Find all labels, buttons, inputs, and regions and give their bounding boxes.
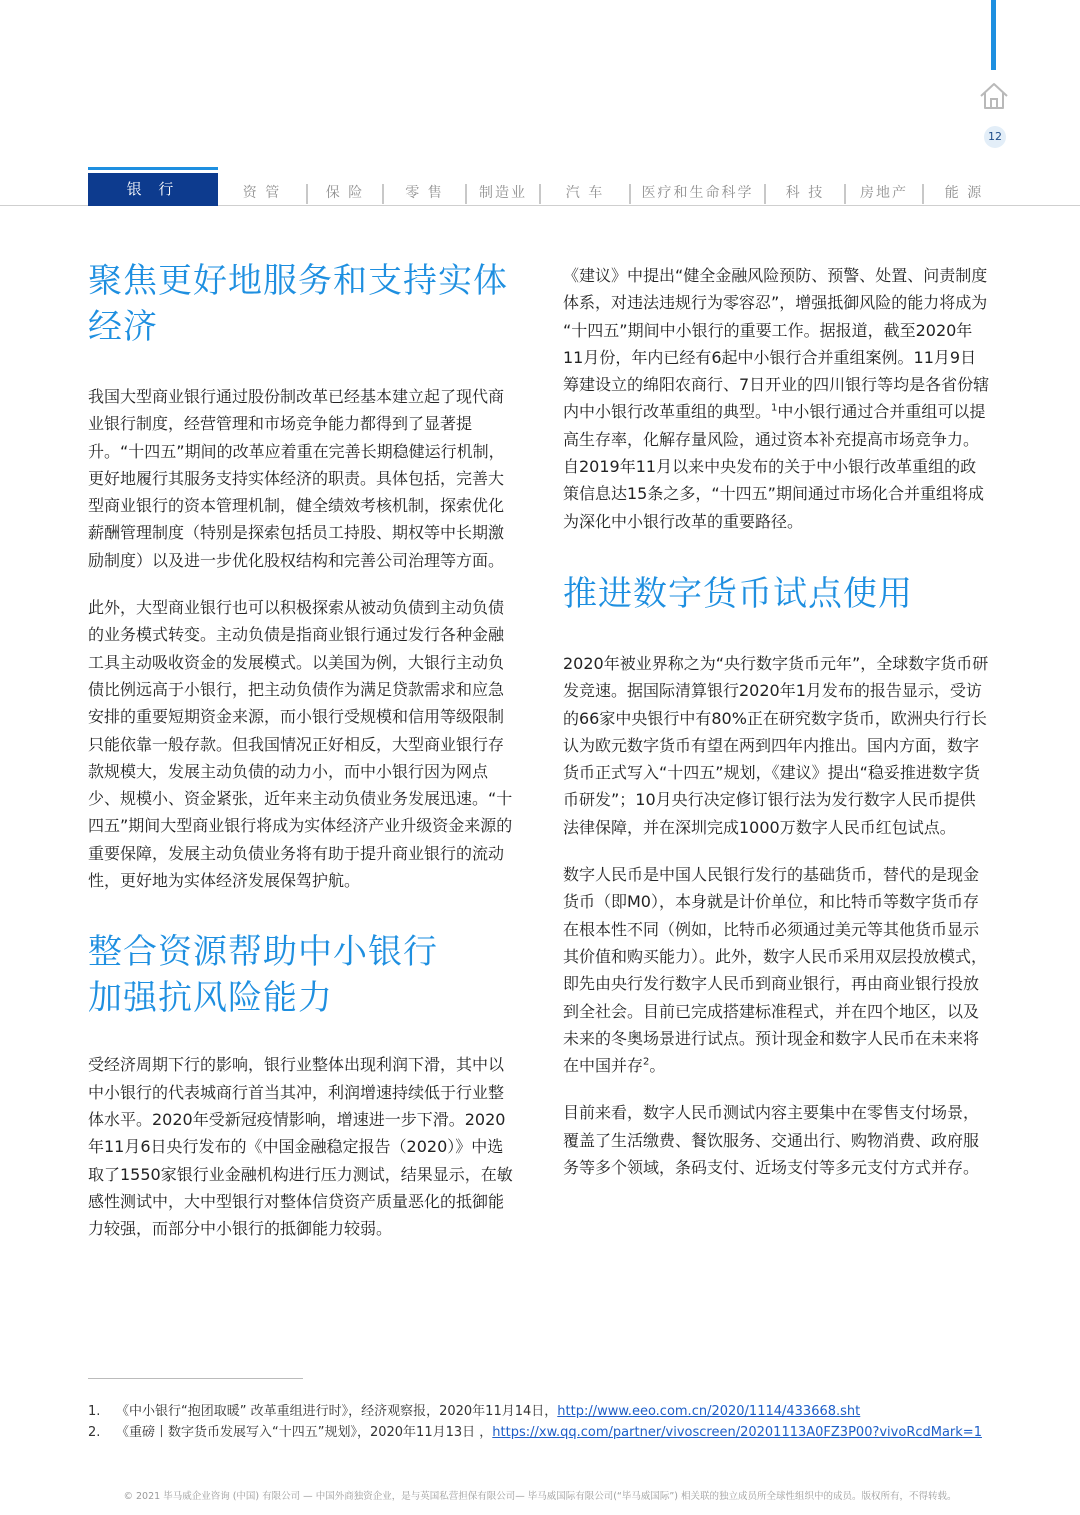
tab-healthcare-life-sciences[interactable]: 医疗和生命科学 — [641, 185, 754, 201]
footnote-link[interactable]: http://www.eeo.com.cn/2020/1114/433668.sht — [557, 1404, 861, 1419]
tab-manufacturing[interactable]: 制造业 — [479, 185, 527, 201]
body-paragraph — [563, 861, 991, 1079]
heading-line: 加强抗风险能力 — [88, 978, 333, 1019]
section-heading — [88, 258, 516, 350]
footnote-divider — [88, 1378, 303, 1379]
tab-insurance[interactable]: 保 险 — [325, 185, 365, 201]
industry-nav — [88, 173, 1004, 206]
tab-real-estate[interactable]: 房地产 — [860, 185, 908, 201]
tab-automotive[interactable]: 汽 车 — [565, 185, 605, 201]
right-column — [563, 262, 991, 1181]
heading-line: 聚焦更好地服务和支持实体 — [88, 261, 508, 301]
tab-asset-management[interactable]: 资 管 — [242, 185, 282, 201]
section-heading — [88, 929, 516, 1021]
footnote-item — [88, 1422, 982, 1443]
footnote-ref[interactable]: 1 — [771, 403, 778, 415]
footnote-link[interactable]: https://xw.qq.com/partner/vivoscreen/20201113A0FZ3P00?vivoRcdMark=1 — [492, 1425, 982, 1440]
footnote-ref[interactable]: 2 — [643, 1056, 650, 1068]
top-accent-bar — [991, 0, 996, 70]
tab-banking[interactable]: 银 行 — [88, 173, 218, 206]
body-paragraph: 此外，大型商业银行也可以积极探索从被动负债到主动负债的业务模式转变。主动负债是指商业银行通过发行各种金融工具主动吸收资金的发展模式。以美国为例，大银行主动负债比例远高于小银行，把主动负债作为满足贷款需求和应急安排的重要短期资金来源，而小银行受规模和信用等级限制只能依靠一般存款。但我国情况正好相反，大型商业银行存款规模大，发展主动负债的动力小，而中小银行因为网点少、规模小、资金紧张，近年来主动负债业务发展迅速。“十四五”期间大型商业银行将成为实体经济产业升级资金来源的重要保障，发展主动负债业务将有助于提升商业银行的流动性，更好地为实体经济发展保驾护航。 — [88, 598, 513, 891]
section-heading: 推进数字货币试点使用 — [563, 573, 913, 614]
footnotes — [88, 1401, 982, 1443]
text-run: 《建议》中提出“健全金融风险预防、预警、处置、问责制度体系，对违法违规行为零容忍”，增强抵御风险的能力将成为 “十四五”期间中小银行的重要工作。据报道，截至2020年11月份，年内已经有6起中小银行合并重组案例。11月9日筹建设立的绵阳农商行、7日开业的四川银行等均是各省份辖内中小银行改革重组的典型。 — [563, 266, 990, 422]
footnote-text: 《重磅丨数字货币发展写入“十四五”规划》，2020年11月13日 ， — [116, 1425, 493, 1440]
footnote-item — [88, 1401, 982, 1422]
text-run: 数字人民币是中国人民银行发行的基础货币，替代的是现金货币（即M0），本身就是计价单位，和比特币等数字货币存在根本性不同（例如，比特币必须通过美元等其他货币显示其价值和购买能力）。此外，数字人民币采用双层投放模式，即先由央行发行数字人民币到商业银行，再由商业银行投放到全社会。目前已完成搭建标准程式，并在四个地区，以及未来的冬奥场景进行试点。预计现金和数字人民币在未来将在中国并存 — [563, 865, 988, 1076]
text-run: 中小银行通过合并重组可以提高生存率，化解存量风险，通过资本补充提高市场竞争力。自2019年11月以来中央发布的关于中小银行改革重组的政策信息达15条之多，“十四五”期间通过市场化合并重组将成为深化中小银行改革的重要路径。 — [563, 402, 986, 531]
body-paragraph — [563, 262, 991, 535]
nav-active-indicator — [88, 167, 218, 170]
home-icon[interactable] — [978, 80, 1010, 112]
body-paragraph: 目前来看，数字人民币测试内容主要集中在零售支付场景，覆盖了生活缴费、餐饮服务、交通出行、购物消费、政府服务等多个领域，条码支付、近场支付等多元支付方式并存。 — [563, 1103, 980, 1178]
body-paragraph: 受经济周期下行的影响，银行业整体出现利润下滑，其中以中小银行的代表城商行首当其冲，利润增速持续低于行业整体水平。2020年受新冠疫情影响，增速进一步下滑。2020年11月6日央行发布的《中国金融稳定报告（2020）》中选取了1550家银行业金融机构进行压力测试，结果显示，在敏感性测试中，大中型银行对整体信贷资产质量恶化的抵御能力较强，而部分中小银行的抵御能力较弱。 — [88, 1055, 513, 1239]
tab-retail[interactable]: 零 售 — [405, 185, 444, 201]
footnote-number: 1. — [88, 1404, 101, 1419]
page-number: 12 — [984, 126, 1006, 148]
heading-line: 经济 — [88, 307, 158, 347]
footnote-number: 2. — [88, 1425, 101, 1440]
footnote-text: 《中小银行“抱团取暖” 改革重组进行时》，经济观察报，2020年11月14日， — [116, 1404, 558, 1419]
text-run: 。 — [649, 1056, 666, 1076]
body-paragraph: 2020年被业界称之为“央行数字货币元年”，全球数字货币研发竞速。据国际清算银行2020年1月发布的报告显示，受访的66家中央银行中有80%正在研究数字货币，欧洲央行行长认为欧元数字货币有望在两到四年内推出。国内方面，数字货币正式写入“十四五”规划，《建议》提出“稳妥推进数字货币研发”；10月央行决定修订银行法为发行数字人民币提供法律保障，并在深圳完成1000万数字人民币红包试点。 — [563, 653, 989, 837]
copyright-notice: © 2021 毕马威企业咨询 (中国) 有限公司 — 中国外商独资企业，是与英国私营担保有限公司— 毕马威国际有限公司(“毕马威国际”) 相关联的独立成员所全球性组织中的成员。版权所有，不得转载。 — [123, 1491, 957, 1502]
body-paragraph: 我国大型商业银行通过股份制改革已经基本建立起了现代商业银行制度，经营管理和市场竞争能力都得到了显著提升。“十四五”期间的改革应着重在完善长期稳健运行机制，更好地履行其服务支持实体经济的职责。具体包括，完善大型商业银行的资本管理机制，健全绩效考核机制，探索优化薪酬管理制度（特别是探索包括员工持股、期权等中长期激励制度）以及进一步优化股权结构和完善公司治理等方面。 — [88, 387, 505, 570]
tab-energy[interactable]: 能 源 — [944, 185, 984, 201]
left-column — [88, 258, 516, 1242]
heading-line: 整合资源帮助中小银行 — [88, 932, 438, 973]
tab-technology[interactable]: 科 技 — [785, 185, 825, 201]
